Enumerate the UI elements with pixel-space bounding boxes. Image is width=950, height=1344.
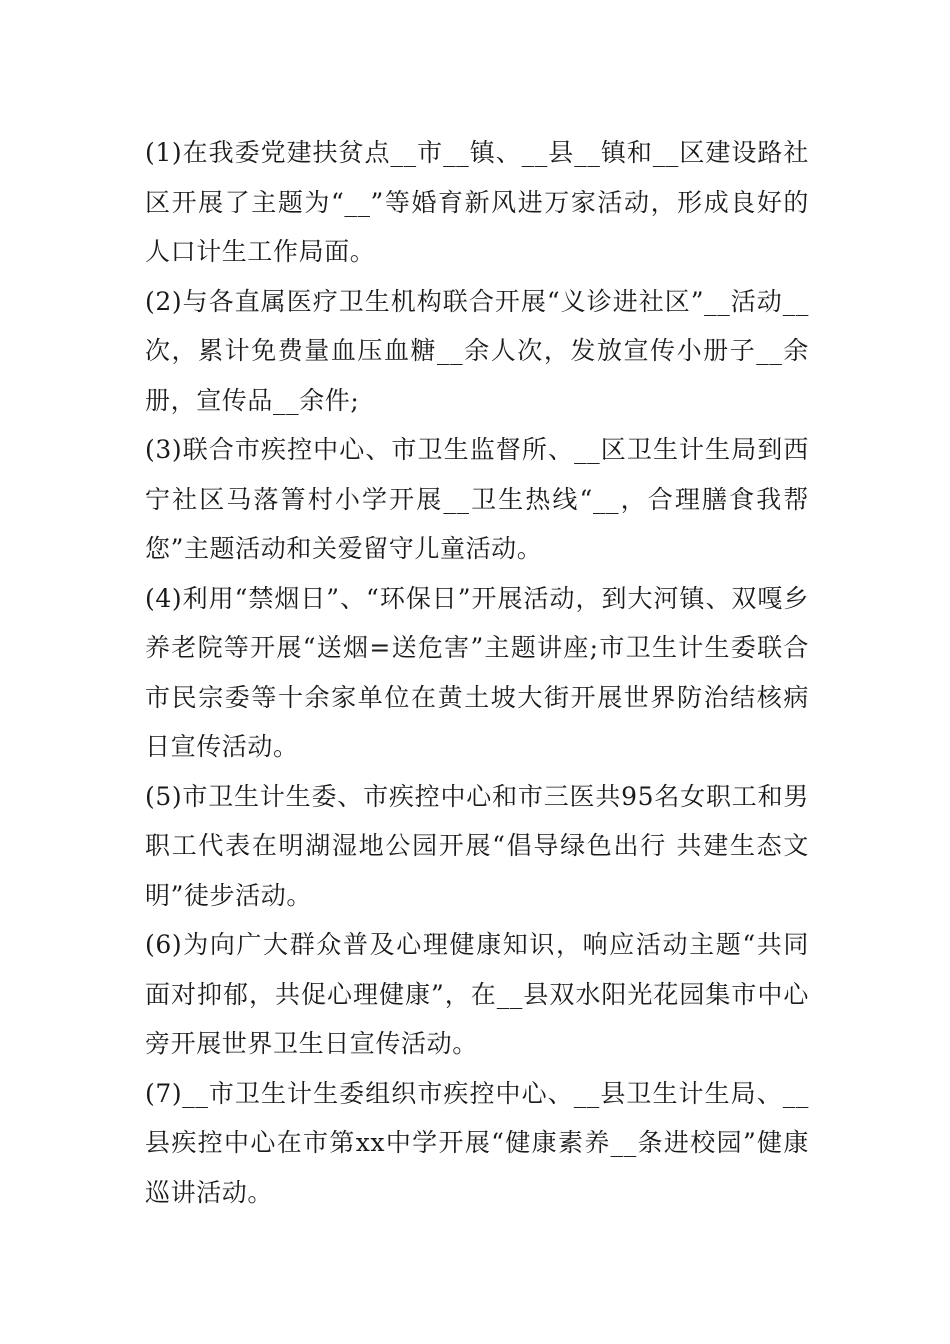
document-body	[145, 128, 809, 1217]
paragraph-7: (7)__市卫生计生委组织市疾控中心、__县卫生计生局、__县疾控中心在市第xx中学开展“健康素养__条进校园”健康巡讲活动。	[145, 1078, 809, 1207]
paragraph-1: (1)在我委党建扶贫点__市__镇、__县__镇和__区建设路社区开展了主题为“__”等婚育新风进万家活动，形成良好的人口计生工作局面。	[145, 138, 809, 266]
paragraph-2: (2)与各直属医疗卫生机构联合开展“义诊进社区”__活动__次，累计免费量血压血糖__余人次，发放宣传小册子__余册，宣传品__余件;	[145, 286, 809, 415]
paragraph-3: (3)联合市疾控中心、市卫生监督所、__区卫生计生局到西宁社区马落箐村小学开展__卫生热线“__，合理膳食我帮您”主题活动和关爱留守儿童活动。	[145, 435, 809, 563]
paragraph-6: (6)为向广大群众普及心理健康知识，响应活动主题“共同面对抑郁，共促心理健康”，在__县双水阳光花园集市中心旁开展世界卫生日宣传活动。	[145, 930, 809, 1058]
paragraph-5: (5)市卫生计生委、市疾控中心和市三医共95名女职工和男职工代表在明湖湿地公园开展“倡导绿色出行 共建生态文明”徒步活动。	[145, 781, 809, 910]
paragraph-4: (4)利用“禁烟日”、“环保日”开展活动，到大河镇、双嘎乡养老院等开展“送烟=送危害”主题讲座;市卫生计生委联合市民宗委等十余家单位在黄土坡大街开展世界防治结核病日宣传活动。	[145, 583, 809, 761]
